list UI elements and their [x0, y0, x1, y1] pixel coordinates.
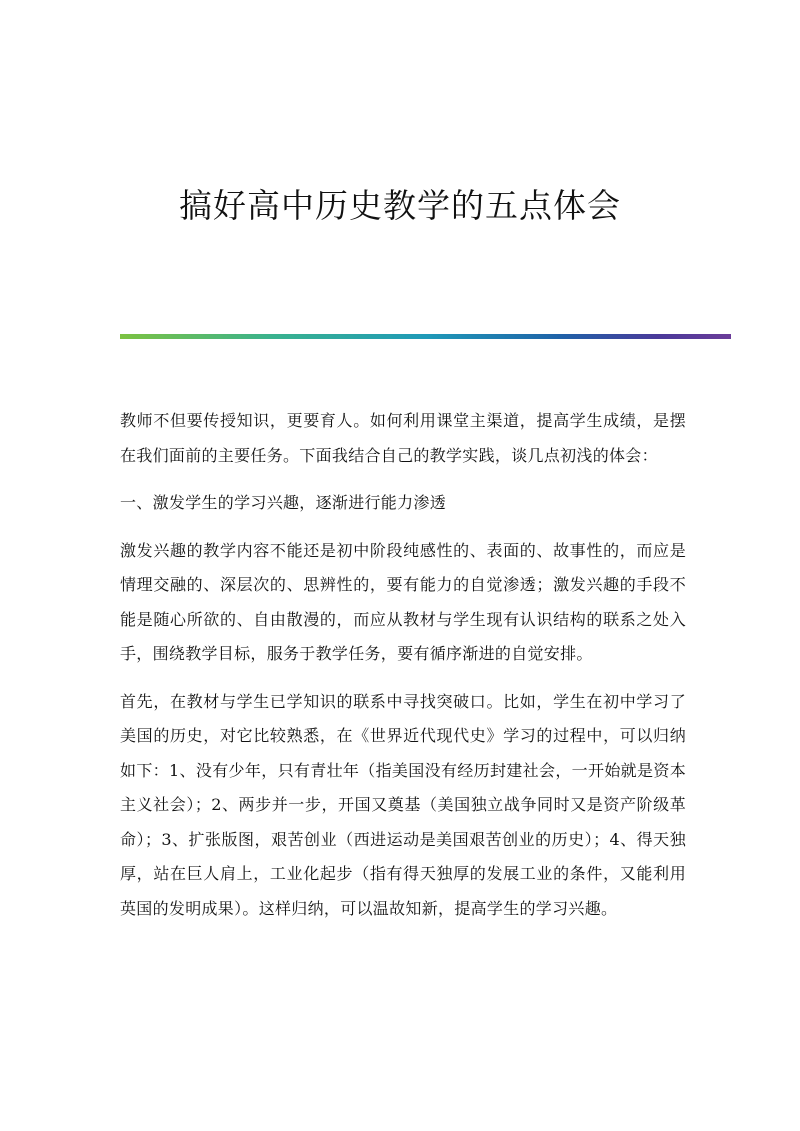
section-heading: 一、激发学生的学习兴趣，逐渐进行能力渗透: [120, 493, 447, 512]
document-body: [120, 404, 686, 939]
body-paragraph: 首先，在教材与学生已学知识的联系中寻找突破口。比如，学生在初中学习了美国的历史，对它比较熟悉，在《世界近代现代史》学习的过程中，可以归纳如下：1、没有少年，只有青壮年（指美国没有经历封建社会，一开始就是资本主义社会）；2、两步并一步，开国又奠基（美国独立战争同时又是资产阶级革命）；3、扩张版图，艰苦创业（西进运动是美国艰苦创业的历史）；4、得天独厚，站在巨人肩上，工业化起步（指有得天独厚的发展工业的条件，又能利用英国的发明成果）。这样归纳，可以温故知新，提高学生的学习兴趣。: [120, 691, 686, 918]
body-paragraph: 激发兴趣的教学内容不能还是初中阶段纯感性的、表面的、故事性的，而应是情理交融的、深层次的、思辨性的，要有能力的自觉渗透；激发兴趣的手段不能是随心所欲的、自由散漫的，而应从教材与学生现有认识结构的联系之处入手，围绕教学目标，服务于教学任务，要有循序渐进的自觉安排。: [120, 540, 686, 663]
intro-paragraph: 教师不但要传授知识，更要育人。如何利用课堂主渠道，提高学生成绩，是摆在我们面前的主要任务。下面我结合自己的教学实践，谈几点初浅的体会：: [120, 411, 686, 465]
title-divider: [120, 334, 731, 339]
page-title: 搞好高中历史教学的五点体会: [179, 186, 621, 225]
